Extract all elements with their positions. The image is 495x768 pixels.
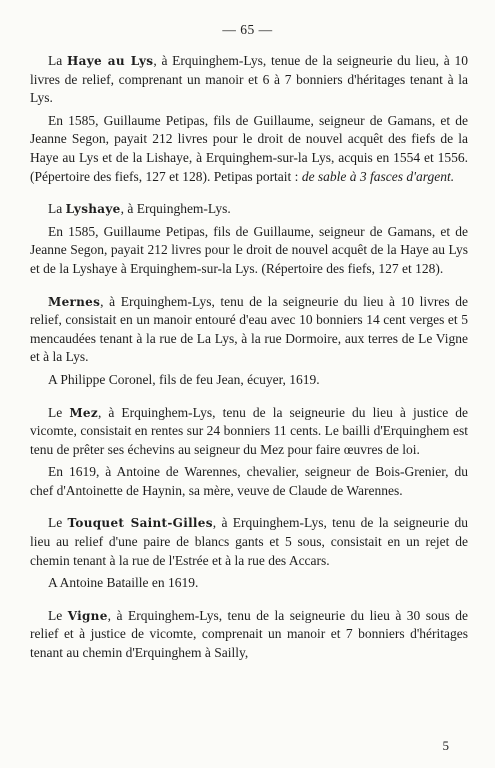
- entry-vigne: [30, 607, 468, 663]
- entry-touquet-saint-gilles: [30, 514, 468, 592]
- entry-text: , à Erquinghem-Lys, tenu de la seigneurie du lieu à 30 sous de relief et à justice de vicomte, comprenait un manoir et 7 bonniers d'héritages tenant au chemin d'Erquinghem à Sailly,: [30, 607, 469, 661]
- fief-name: Mez: [69, 405, 98, 420]
- entry-first-paragraph: [30, 52, 468, 108]
- entry-text: , à Erquinghem-Lys, tenu de la seigneurie du lieu à justice de vicomte, consistait en rentes sur 24 bonniers 11 cents. Le bailli d'Erquinghem est tenu de prêter ses échevins au seigneur du Mez pour faire œuvres de loi.: [30, 404, 468, 457]
- entry-mernes: [30, 293, 468, 390]
- entry-paragraph: En 1585, Guillaume Petipas, fils de Guillaume, seigneur de Gamans, et de Jeanne Segon, payait 212 livres pour le droit de nouvel acquêt de la Haye au Lys et de la Lyshaye à Erquinghem-sur-la Lys. (Répertoire des fiefs, 127 et 128).: [30, 223, 468, 276]
- entry-haye-au-lys: [30, 52, 468, 186]
- entry-first-paragraph: [30, 200, 468, 219]
- entry-text: , à Erquinghem-Lys, tenu de la seigneurie du lieu au relief d'une paire de blancs gants et 5 sous, consistait en un rejet de chemin tenant à la rue de l'Estrée et à la rue des Accars.: [30, 515, 468, 568]
- entry-prefix: Le: [48, 607, 63, 623]
- entry-text: , à Erquinghem-Lys, tenu de la seigneurie du lieu à 10 livres de relief, consistait en un manoir entouré d'eau avec 10 bonniers 14 cent verges et 5 mencaudées tenant à la rue de La Lys, à la rue Dormoire, aux terres de Le Vigne et à la Lys.: [30, 293, 468, 365]
- fief-name: Haye au Lys: [67, 54, 154, 68]
- entry-first-paragraph: [30, 514, 468, 570]
- blazon-text: de sable à 3 fasces d'argent.: [301, 168, 455, 184]
- entry-text: , à Erquinghem-Lys, tenue de la seigneurie du lieu, à 10 livres de relief, comprenant un manoir et 6 à 7 bonniers d'héritages tenant à la Lys.: [30, 53, 468, 106]
- fief-name: Touquet Saint-Gilles: [67, 516, 213, 531]
- entry-text: , à Erquinghem-Lys.: [120, 201, 231, 217]
- entry-paragraph: [30, 112, 468, 186]
- fief-name: Vigne: [67, 608, 108, 623]
- entry-prefix: Le: [48, 404, 63, 420]
- entry-prefix: La: [48, 53, 63, 68]
- fief-name: Mernes: [48, 294, 101, 309]
- entry-first-paragraph: [30, 607, 468, 663]
- signature-mark: 5: [442, 738, 449, 753]
- entry-paragraph: A Antoine Bataille en 1619.: [48, 575, 199, 591]
- entry-first-paragraph: [30, 293, 468, 367]
- entry-paragraph: A Philippe Coronel, fils de feu Jean, écuyer, 1619.: [48, 371, 320, 387]
- document-body: [30, 52, 468, 677]
- entry-first-paragraph: [30, 404, 468, 460]
- entry-paragraph: En 1619, à Antoine de Warennes, chevalier, seigneur de Bois-Grenier, du chef d'Antoinette de Haynin, sa mère, veuve de Claude de Warennes.: [30, 464, 468, 498]
- page-number: — 65 —: [222, 22, 273, 37]
- entry-mez: [30, 404, 468, 501]
- entry-prefix: Le: [48, 515, 63, 531]
- entry-lyshaye: [30, 200, 468, 278]
- entry-paragraph-text: En 1585, Guillaume Petipas, fils de Guillaume, seigneur de Gamans, et de Jeanne Segon, payait 212 livres pour le droit de nouvel acquêt des fiefs de la Haye au Lys et de la Lishaye, à Erquinghem-sur-la Lys, acquis en 1554 et 1556. (Pépertoire des fiefs, 127 et 128). Petipas portait :: [30, 112, 468, 184]
- entry-prefix: La: [48, 201, 63, 217]
- fief-name: Lyshaye: [65, 202, 121, 217]
